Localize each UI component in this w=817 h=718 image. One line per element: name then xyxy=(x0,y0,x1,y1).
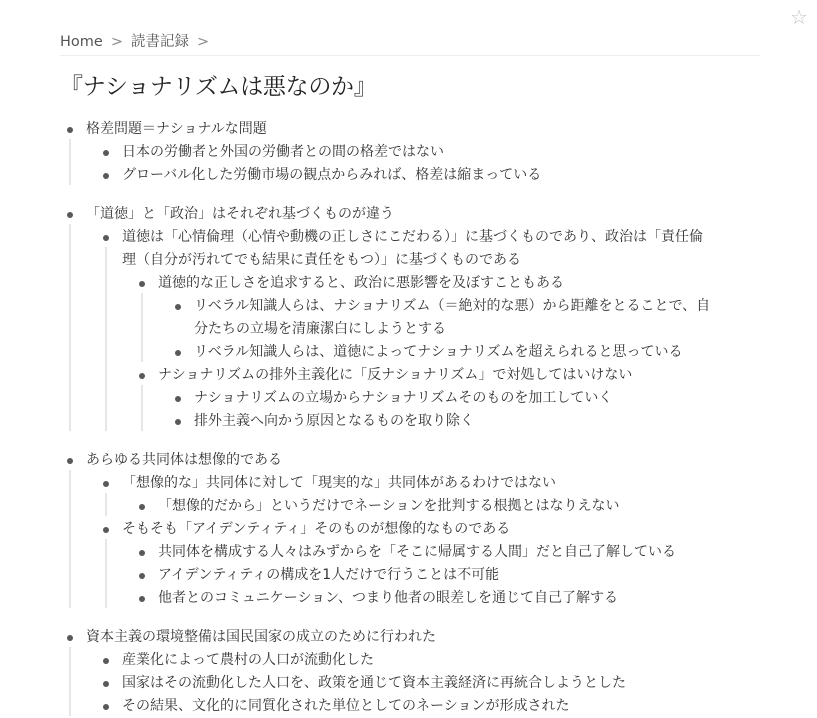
bullet-point xyxy=(103,527,109,533)
breadcrumb xyxy=(60,33,760,56)
bullet-point xyxy=(139,504,145,510)
breadcrumb-item-reading-log[interactable]: 読書記録 xyxy=(130,34,189,50)
outline-guide-line xyxy=(69,470,71,608)
list-item-text: 国家はその流動化した人口を、政策を通じて資本主義経済に再統合しようとした xyxy=(122,675,626,691)
bullet-point xyxy=(67,127,73,133)
bullet-point xyxy=(175,396,181,402)
bullet-point xyxy=(139,573,145,579)
list-item-text: 「道徳」と「政治」はそれぞれ基づくものが違う xyxy=(86,206,394,222)
bullet-point xyxy=(103,658,109,664)
list-item-text: その結果、文化的に同質化された単位としてのネーションが形成された xyxy=(122,698,570,714)
breadcrumb-home[interactable]: Home xyxy=(60,34,103,50)
breadcrumb-separator: > xyxy=(196,34,210,50)
list-item-text: 格差問題＝ナショナルな問題 xyxy=(86,121,267,137)
bullet-point xyxy=(139,373,145,379)
bullet-point xyxy=(139,596,145,602)
breadcrumb-separator: > xyxy=(110,34,123,50)
list-item-text: 「想像的だから」というだけでネーションを批判する根拠とはなりえない xyxy=(158,498,620,514)
bullet-point xyxy=(103,481,109,487)
list-item-text: 排外主義へ向かう原因となるものを取り除く xyxy=(194,413,474,429)
list-item-text: ナショナリズムの排外主義化に「反ナショナリズム」で対処してはいけない xyxy=(158,367,633,383)
page-title: 『ナショナリズムは悪なのか』 xyxy=(60,74,377,100)
outline-guide-line xyxy=(105,493,107,516)
list-item-text: 共同体を構成する人々はみずからを「そこに帰属する人間」だと自己了解している xyxy=(158,544,676,560)
list-item-text: 道徳は「心情倫理（心情や動機の正しさにこだわる）」に基づくものであり、政治は「責任倫 xyxy=(122,229,703,245)
bullet-point xyxy=(67,458,73,464)
list-item-text: 道徳的な正しさを追求すると、政治に悪影響を及ぼすこともある xyxy=(158,275,564,291)
outline-guide-line xyxy=(69,224,71,431)
star-icon[interactable]: ☆ xyxy=(790,5,808,29)
bullet-point xyxy=(103,150,109,156)
bullet-point xyxy=(103,173,109,179)
list-item-text: 産業化によって農村の人口が流動化した xyxy=(122,652,374,668)
bullet-point xyxy=(139,281,145,287)
bullet-point xyxy=(139,550,145,556)
list-item-text: 理（自分が汚れてでも結果に責任をもつ）」に基づくものである xyxy=(122,252,521,268)
outline-guide-line xyxy=(69,647,71,716)
bullet-point xyxy=(175,304,181,310)
list-item-text: ナショナリズムの立場からナショナリズムそのものを加工していく xyxy=(194,390,613,406)
bullet-point xyxy=(103,235,109,241)
outline-guide-line xyxy=(141,293,143,362)
outline-guide-line xyxy=(105,247,107,431)
list-item-text: 他者とのコミュニケーション、つまり他者の眼差しを通じて自己了解する xyxy=(158,590,619,606)
list-item-text: あらゆる共同体は想像的である xyxy=(86,452,282,468)
list-item-text: 日本の労働者と外国の労働者との間の格差ではない xyxy=(122,144,444,160)
list-item-text: リベラル知識人らは、ナショナリズム（＝絶対的な悪）から距離をとることで、自 xyxy=(194,298,711,314)
outline-guide-line xyxy=(141,385,143,431)
bullet-point xyxy=(103,704,109,710)
outline-guide-line xyxy=(69,139,71,185)
bullet-point xyxy=(67,212,73,218)
list-item-text: グローバル化した労働市場の観点からみれば、格差は縮まっている xyxy=(122,167,542,183)
bullet-point xyxy=(103,681,109,687)
outline-guide-line xyxy=(105,539,107,608)
list-item-text: リベラル知識人らは、道徳によってナショナリズムを超えられると思っている xyxy=(194,344,683,360)
bullet-point xyxy=(175,350,181,356)
list-item-text: 資本主義の環境整備は国民国家の成立のために行われた xyxy=(86,629,436,645)
list-item-text: 分たちの立場を清廉潔白にしようとする xyxy=(194,321,446,337)
list-item-text: そもそも「アイデンティティ」そのものが想像的なものである xyxy=(122,521,511,537)
bullet-point xyxy=(67,635,73,641)
list-item-text: アイデンティティの構成を1人だけで行うことは不可能 xyxy=(158,567,500,583)
bullet-point xyxy=(175,419,181,425)
list-item-text: 「想像的な」共同体に対して「現実的な」共同体があるわけではない xyxy=(122,475,556,491)
